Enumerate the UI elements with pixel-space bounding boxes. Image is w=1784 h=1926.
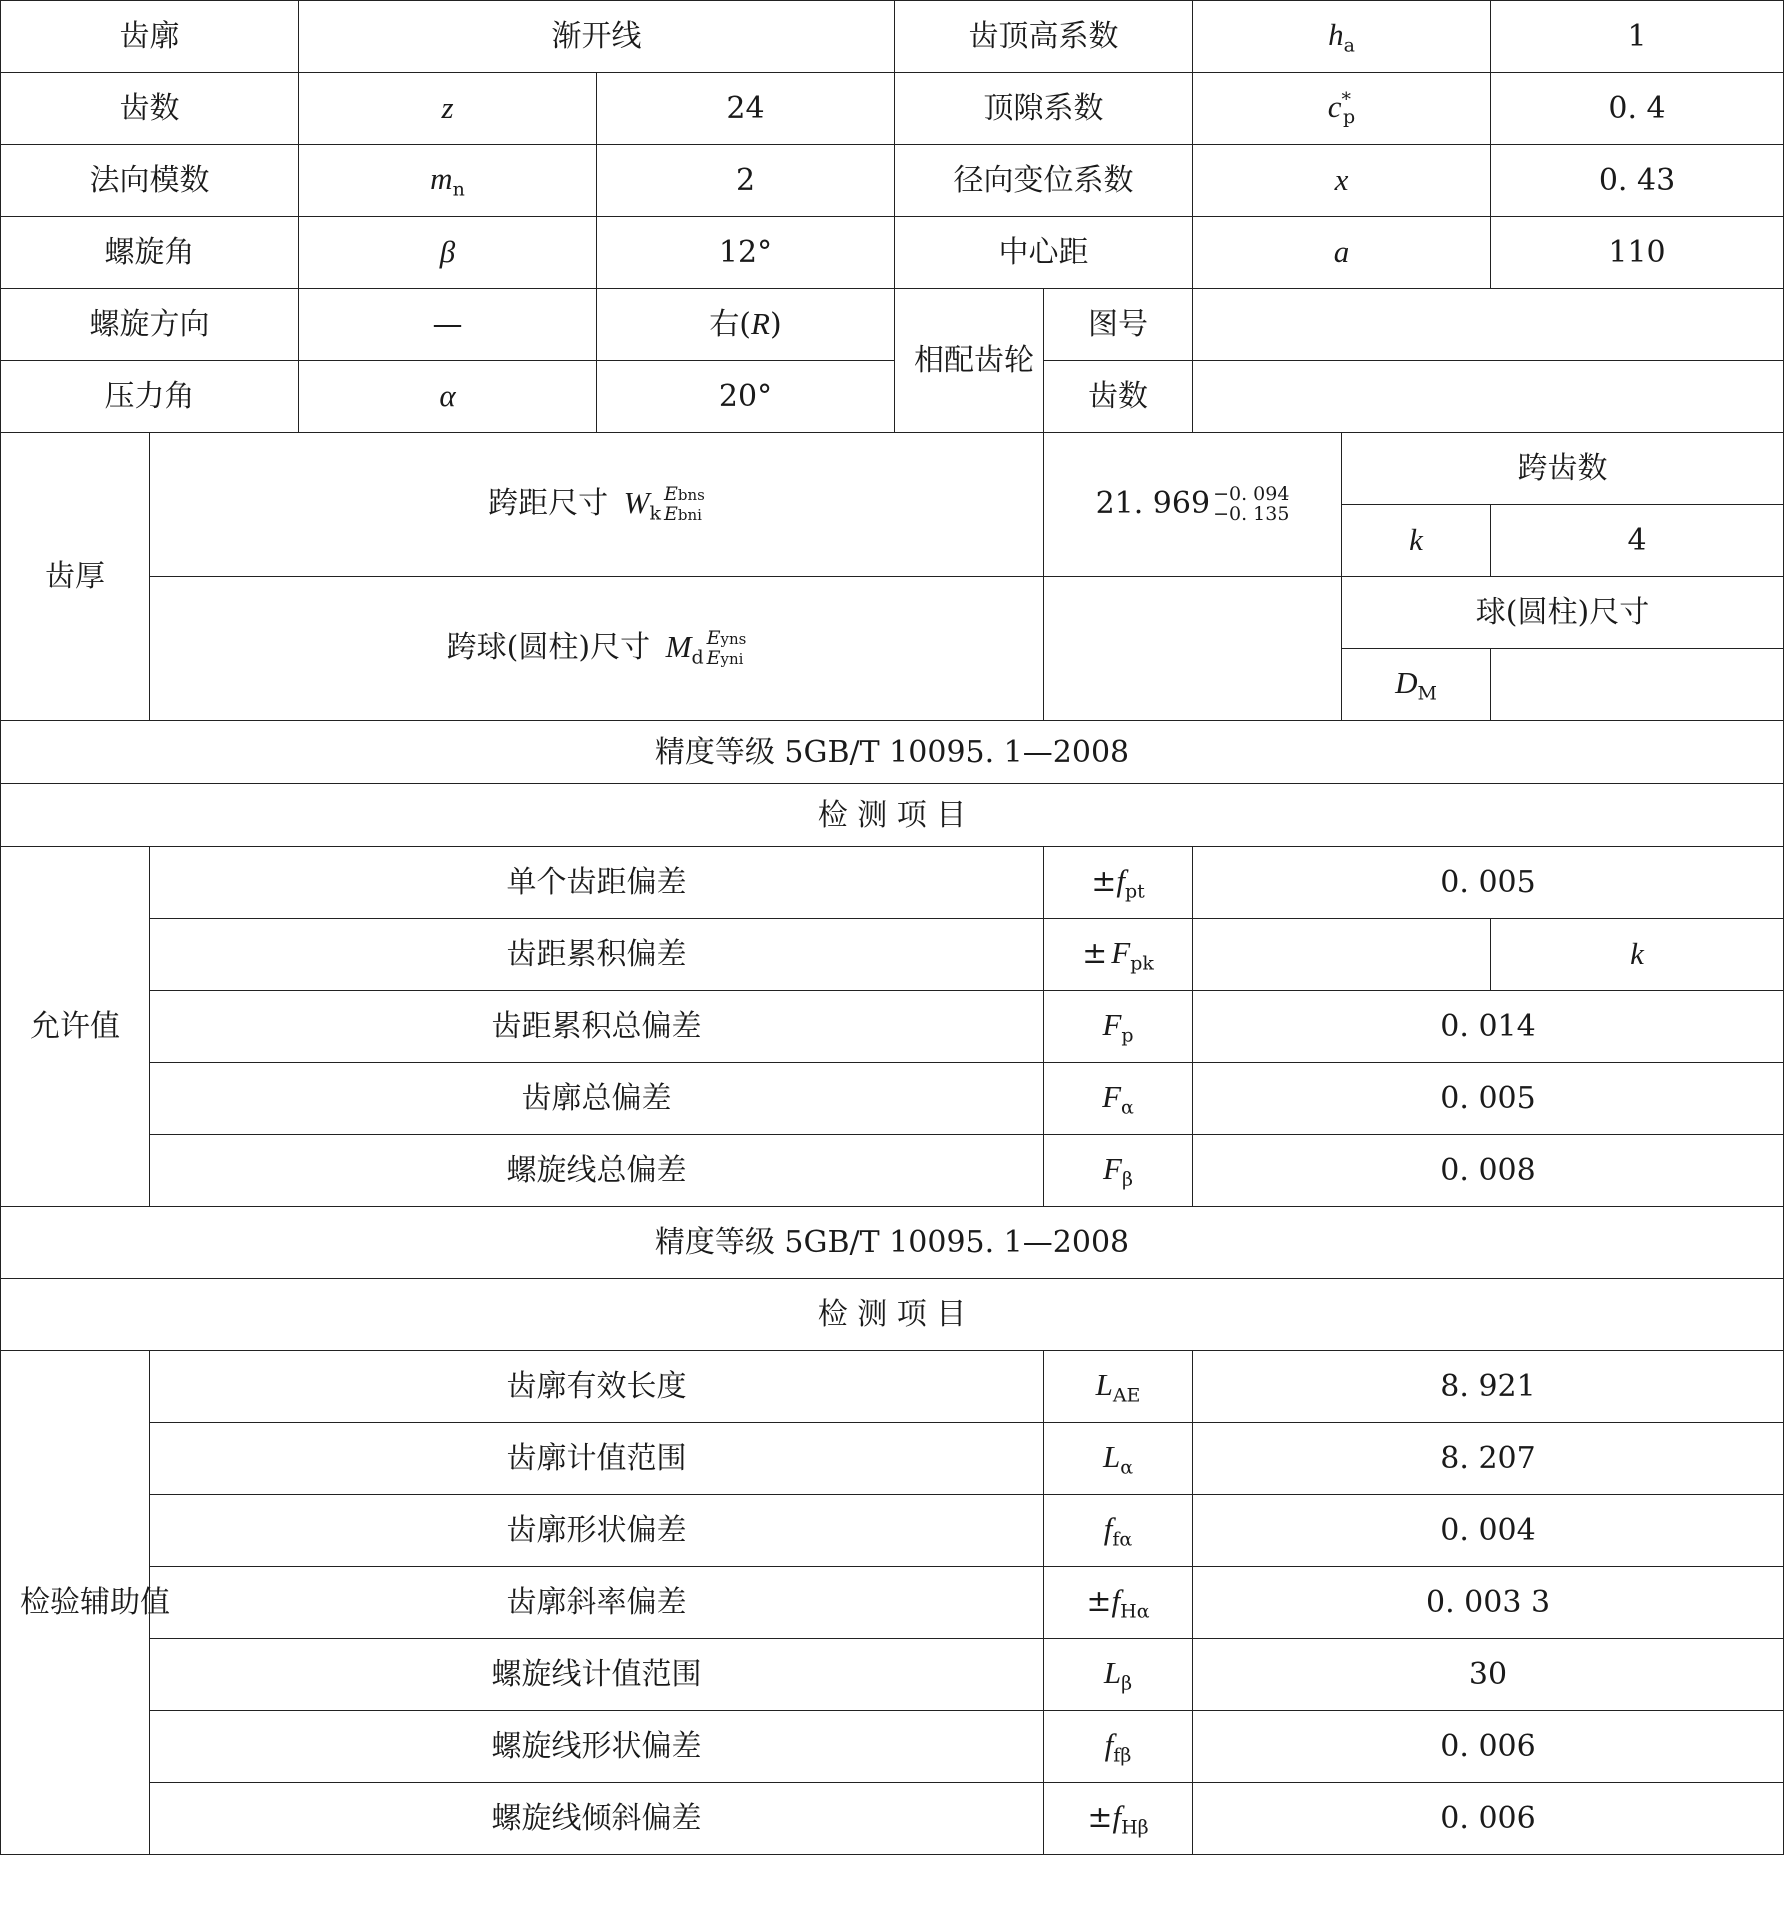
- pressure-angle-value: 20°: [597, 361, 895, 433]
- pressure-angle-label: 压力角: [1, 361, 299, 433]
- shift-coef-label: 径向变位系数: [895, 145, 1193, 217]
- row-grade-2: [1, 1207, 1784, 1279]
- mating-gear-teeth-label: 齿数: [1044, 361, 1193, 433]
- allowable-value: 0. 014: [1193, 991, 1784, 1063]
- allowable-name: 齿距累积总偏差: [150, 991, 1044, 1063]
- addendum-coef-value: 1: [1491, 1, 1784, 73]
- auxiliary-name: 螺旋线形状偏差: [150, 1711, 1044, 1783]
- table-row: [1, 1423, 1784, 1495]
- span-measurement-value: 21. 969 −0. 094 −0. 135: [1044, 433, 1342, 577]
- auxiliary-symbol: $L_\beta$: [1044, 1639, 1193, 1711]
- teeth-label: 齿数: [1, 73, 299, 145]
- row-teeth: [1, 73, 1784, 145]
- row-ball-size-label: [1, 577, 1784, 649]
- helix-direction-symbol: —: [299, 289, 597, 361]
- shift-coef-symbol: x: [1193, 145, 1491, 217]
- allowable-symbol: $\pm f_{pt}$: [1044, 847, 1193, 919]
- helix-angle-symbol: β: [299, 217, 597, 289]
- table-row: [1, 1351, 1784, 1423]
- auxiliary-name: 齿廓计值范围: [150, 1423, 1044, 1495]
- allowable-name: 齿廓总偏差: [150, 1063, 1044, 1135]
- allowable-symbol: ± $F_{pk}$: [1044, 919, 1193, 991]
- row-normal-module: [1, 145, 1784, 217]
- auxiliary-name: 齿廓形状偏差: [150, 1495, 1044, 1567]
- ball-size-symbol: $D_M$: [1342, 649, 1491, 721]
- allowable-k-symbol: k: [1491, 919, 1784, 991]
- auxiliary-symbol: $f_{f\alpha}$: [1044, 1495, 1193, 1567]
- normal-module-symbol: $m_n$: [299, 145, 597, 217]
- allowable-name: 单个齿距偏差: [150, 847, 1044, 919]
- allowable-name: 齿距累积偏差: [150, 919, 1044, 991]
- auxiliary-value: 0. 006: [1193, 1783, 1784, 1855]
- accuracy-grade-2: 精度等级 5GB/T 10095. 1—2008: [1, 1207, 1784, 1279]
- mating-gear-teeth: [1193, 361, 1784, 433]
- clearance-coef-symbol: $c^*_p$: [1193, 73, 1491, 145]
- auxiliary-value: 0. 004: [1193, 1495, 1784, 1567]
- pressure-angle-symbol: α: [299, 361, 597, 433]
- auxiliary-name: 齿廓有效长度: [150, 1351, 1044, 1423]
- table-row: [1, 1063, 1784, 1135]
- ball-size-label: 球(圆柱)尺寸: [1342, 577, 1784, 649]
- clearance-coef-label: 顶隙系数: [895, 73, 1193, 145]
- clearance-coef-value: 0. 4: [1491, 73, 1784, 145]
- row-pressure-angle: [1, 361, 1784, 433]
- table-row: [1, 919, 1784, 991]
- auxiliary-symbol: $f_{f\beta}$: [1044, 1711, 1193, 1783]
- auxiliary-label: 检验辅助值: [1, 1351, 150, 1855]
- teeth-symbol: z: [299, 73, 597, 145]
- normal-module-label: 法向模数: [1, 145, 299, 217]
- auxiliary-symbol: $L_\alpha$: [1044, 1423, 1193, 1495]
- thickness-label: 齿厚: [1, 433, 150, 721]
- helix-angle-label: 螺旋角: [1, 217, 299, 289]
- profile-label: 齿廓: [1, 1, 299, 73]
- normal-module-value: 2: [597, 145, 895, 217]
- profile-value: 渐开线: [299, 1, 895, 73]
- ball-size-value: [1491, 649, 1784, 721]
- allowable-label: 允许值: [1, 847, 150, 1207]
- center-distance-value: 110: [1491, 217, 1784, 289]
- addendum-coef-symbol: $h_a$: [1193, 1, 1491, 73]
- auxiliary-value: 8. 921: [1193, 1351, 1784, 1423]
- row-profile: [1, 1, 1784, 73]
- row-inspect-1: [1, 784, 1784, 847]
- span-count-symbol: k: [1342, 505, 1491, 577]
- helix-direction-value: 右(R): [597, 289, 895, 361]
- mating-gear-drawing-no-label: 图号: [1044, 289, 1193, 361]
- accuracy-grade-1: 精度等级 5GB/T 10095. 1—2008: [1, 721, 1784, 784]
- auxiliary-symbol: $\pm f_{H\alpha}$: [1044, 1567, 1193, 1639]
- auxiliary-name: 齿廓斜率偏差: [150, 1567, 1044, 1639]
- table-row: [1, 1567, 1784, 1639]
- span-count-label: 跨齿数: [1342, 433, 1784, 505]
- helix-direction-label: 螺旋方向: [1, 289, 299, 361]
- auxiliary-name: 螺旋线倾斜偏差: [150, 1783, 1044, 1855]
- row-helix-direction: [1, 289, 1784, 361]
- row-grade-1: [1, 721, 1784, 784]
- inspection-items-2: 检 测 项 目: [1, 1279, 1784, 1351]
- table-row: [1, 1783, 1784, 1855]
- ball-measurement-label: 跨球(圆柱)尺寸 $M_d$ Eyns Eyni: [150, 577, 1044, 721]
- inspection-items-1: 检 测 项 目: [1, 784, 1784, 847]
- table-row: [1, 1711, 1784, 1783]
- auxiliary-value: 30: [1193, 1639, 1784, 1711]
- table-row: [1, 1135, 1784, 1207]
- mating-gear-drawing-no: [1193, 289, 1784, 361]
- auxiliary-value: 0. 003 3: [1193, 1567, 1784, 1639]
- table-row: [1, 991, 1784, 1063]
- table-row: [1, 1495, 1784, 1567]
- helix-angle-value: 12°: [597, 217, 895, 289]
- span-measurement-label: 跨距尺寸 $W_k$ Ebns Ebni: [150, 433, 1044, 577]
- allowable-symbol: $F_\alpha$: [1044, 1063, 1193, 1135]
- allowable-symbol: $F_p$: [1044, 991, 1193, 1063]
- allowable-name: 螺旋线总偏差: [150, 1135, 1044, 1207]
- teeth-value: 24: [597, 73, 895, 145]
- auxiliary-value: 0. 006: [1193, 1711, 1784, 1783]
- row-span-count-label: [1, 433, 1784, 505]
- shift-coef-value: 0. 43: [1491, 145, 1784, 217]
- mating-gear-label: 相配齿轮: [895, 289, 1044, 433]
- allowable-value: 0. 005: [1193, 1063, 1784, 1135]
- allowable-value: 0. 008: [1193, 1135, 1784, 1207]
- auxiliary-symbol: $L_{AE}$: [1044, 1351, 1193, 1423]
- center-distance-label: 中心距: [895, 217, 1193, 289]
- row-inspect-2: [1, 1279, 1784, 1351]
- auxiliary-value: 8. 207: [1193, 1423, 1784, 1495]
- center-distance-symbol: a: [1193, 217, 1491, 289]
- allowable-value: [1193, 919, 1491, 991]
- ball-measurement-value: [1044, 577, 1342, 721]
- row-helix-angle: [1, 217, 1784, 289]
- allowable-symbol: $F_\beta$: [1044, 1135, 1193, 1207]
- addendum-coef-label: 齿顶高系数: [895, 1, 1193, 73]
- table-row: [1, 1639, 1784, 1711]
- span-count-value: 4: [1491, 505, 1784, 577]
- auxiliary-name: 螺旋线计值范围: [150, 1639, 1044, 1711]
- auxiliary-symbol: $\pm f_{H\beta}$: [1044, 1783, 1193, 1855]
- table-row: [1, 847, 1784, 919]
- allowable-value: 0. 005: [1193, 847, 1784, 919]
